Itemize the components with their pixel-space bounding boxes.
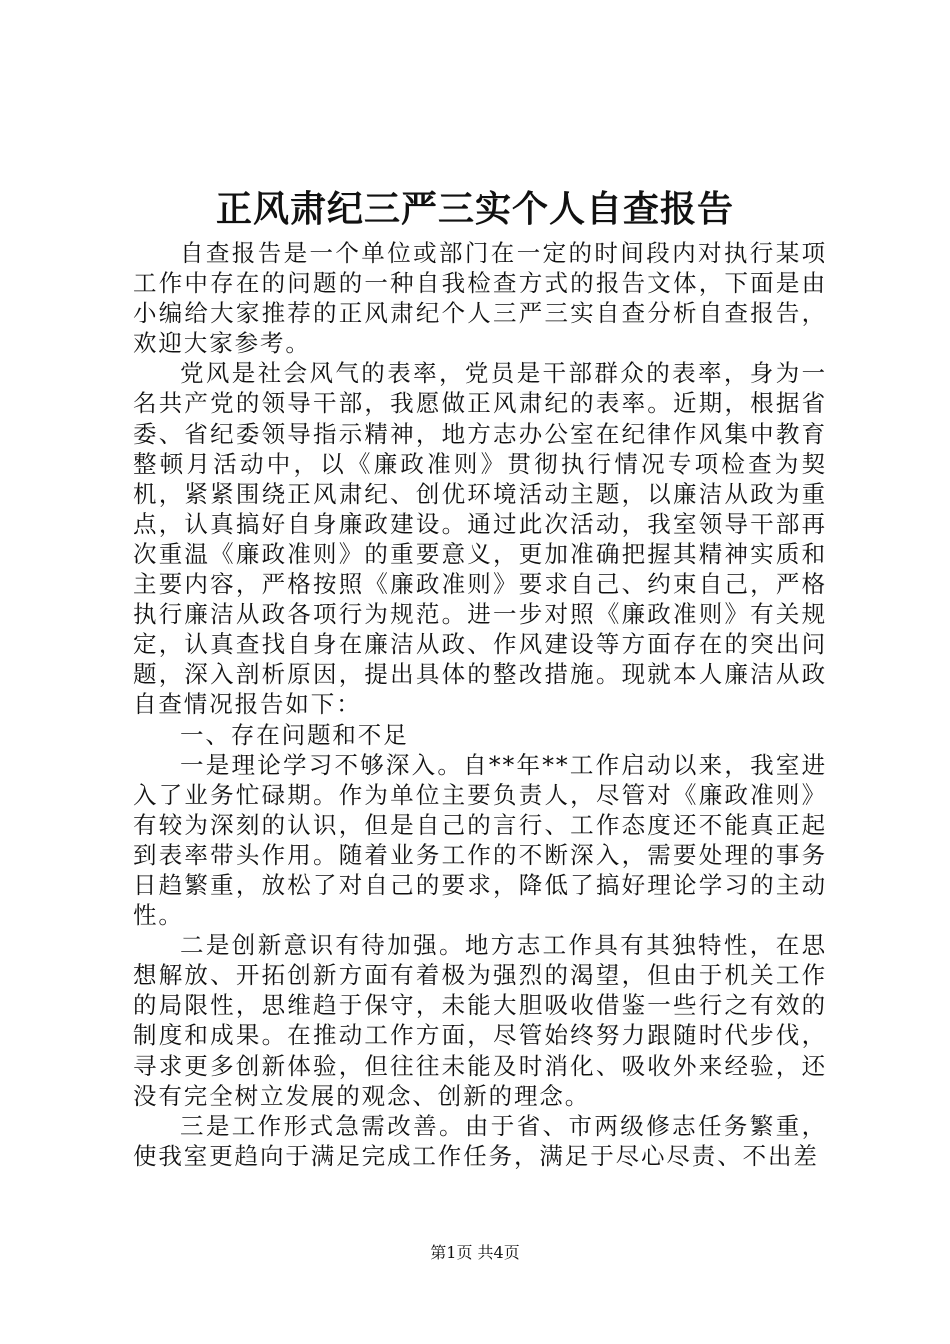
document-body bbox=[133, 238, 827, 1171]
page-footer: 第1页 共4页 bbox=[430, 1243, 520, 1262]
paragraph-intro: 自查报告是一个单位或部门在一定的时间段内对执行某项工作中存在的问题的一种自我检查方式的报告文体，下面是由小编给大家推荐的正风肃纪个人三严三实自查分析自查报告，欢迎大家参考。 bbox=[133, 239, 827, 358]
section-heading-problems: 一、存在问题和不足 bbox=[180, 720, 409, 749]
document-title: 正风肃纪三严三实个人自查报告 bbox=[215, 188, 734, 230]
paragraph-problem-1: 一是理论学习不够深入。自**年**工作启动以来，我室进入了业务忙碌期。作为单位主要负责人，尽管对《廉政准则》有较为深刻的认识，但是自己的言行、工作态度还不能真正起到表率带头作用。随着业务工作的不断深入，需要处理的事务日趋繁重，放松了对自己的要求，降低了搞好理论学习的主动性。 bbox=[133, 750, 827, 930]
paragraph-background: 党风是社会风气的表率，党员是干部群众的表率，身为一名共产党的领导干部，我愿做正风肃纪的表率。近期，根据省委、省纪委领导指示精神，地方志办公室在纪律作风集中教育整顿月活动中，以《廉政准则》贯彻执行情况专项检查为契机，紧紧围绕正风肃纪、创优环境活动主题，以廉洁从政为重点，认真搞好自身廉政建设。通过此次活动，我室领导干部再次重温《廉政准则》的重要意义，更加准确把握其精神实质和主要内容，严格按照《廉政准则》要求自己、约束自己，严格执行廉洁从政各项行为规范。进一步对照《廉政准则》有关规定，认真查找自身在廉洁从政、作风建设等方面存在的突出问题，深入剖析原因，提出具体的整改措施。现就本人廉洁从政自查情况报告如下： bbox=[133, 359, 827, 719]
paragraph-problem-2: 二是创新意识有待加强。地方志工作具有其独特性，在思想解放、开拓创新方面有着极为强烈的渴望，但由于机关工作的局限性，思维趋于保守，未能大胆吸收借鉴一些行之有效的制度和成果。在推动工作方面，尽管始终努力跟随时代步伐，寻求更多创新体验，但往往未能及时消化、吸收外来经验，还没有完全树立发展的观念、创新的理念。 bbox=[133, 931, 827, 1110]
paragraph-problem-3: 三是工作形式急需改善。由于省、市两级修志任务繁重，使我室更趋向于满足完成工作任务，满足于尽心尽责、不出差 bbox=[133, 1111, 827, 1170]
